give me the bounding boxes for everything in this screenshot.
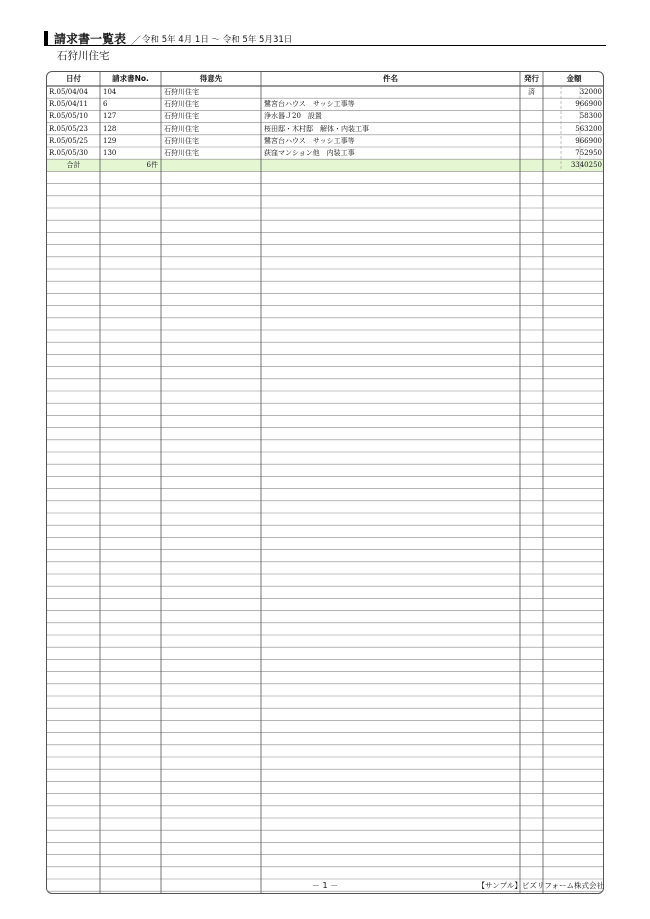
row-subject: 浄水器Ｊ20 設置 [264,112,322,121]
row-issued [520,110,543,122]
row-invoice-no: 128 [103,124,117,133]
title-marker [44,31,48,45]
invoice-table [46,71,604,894]
row-date: R.05/05/30 [49,149,88,157]
company-name: 【サンプル】ビズリフォーム株式会社 [477,881,604,890]
row-date: R.05/04/11 [49,100,88,109]
column-header-customer: 得意先 [199,74,223,83]
page-number: － 1 － [311,881,339,890]
row-invoice-no: 130 [103,149,117,157]
row-issued [520,98,543,110]
report-title: 請求書一覧表 [54,32,127,46]
row-date: R.05/05/23 [49,124,88,133]
total-count: 6件 [146,161,158,170]
row-subject [264,86,518,98]
customer-name: 石狩川住宅 [57,50,110,62]
row-subject: 桜田邸・木村邸 解体・内装工事 [264,124,369,133]
row-date: R.05/05/10 [49,112,88,121]
report-title-bar [44,31,606,46]
row-customer: 石狩川住宅 [164,124,199,133]
row-invoice-no: 104 [103,88,117,96]
row-customer: 石狩川住宅 [164,112,199,121]
row-issued: 済 [528,88,535,96]
row-issued [520,147,543,159]
row-amount: 32000 [579,88,602,96]
column-header-invoice-no: 請求書No. [112,74,149,83]
total-amount: 3340250 [570,161,602,170]
row-invoice-no: 6 [103,100,108,109]
row-subject: 鷺宮台ハウス サッシ工事等 [264,136,355,145]
row-invoice-no: 129 [103,136,117,145]
row-amount: 752950 [575,149,602,157]
row-invoice-no: 127 [103,112,117,121]
row-issued [520,123,543,135]
row-date: R.05/04/04 [49,88,88,96]
row-subject: 荻窪マンション他 内装工事 [264,149,355,157]
row-amount: 563200 [575,124,602,133]
total-label: 合計 [66,161,81,170]
row-date: R.05/05/25 [49,136,88,145]
row-customer: 石狩川住宅 [164,149,199,157]
column-header-date: 日付 [66,74,81,83]
title-separator: ／ [131,36,141,47]
column-header-subject: 件名 [383,74,398,83]
row-customer: 石狩川住宅 [164,88,199,96]
row-customer: 石狩川住宅 [164,100,199,109]
row-amount: 966900 [575,136,602,145]
table-grid [47,72,604,894]
row-subject: 鷺宮台ハウス サッシ工事等 [264,100,355,109]
column-header-amount: 金額 [566,74,582,83]
row-amount: 966900 [575,100,602,109]
row-customer: 石狩川住宅 [164,136,199,145]
row-amount: 58300 [579,112,602,121]
row-issued [520,135,543,147]
report-period: 令和 5年 4月 1日 ～ 令和 5年 5月31日 [142,35,293,45]
column-header-issued: 発行 [524,74,539,83]
